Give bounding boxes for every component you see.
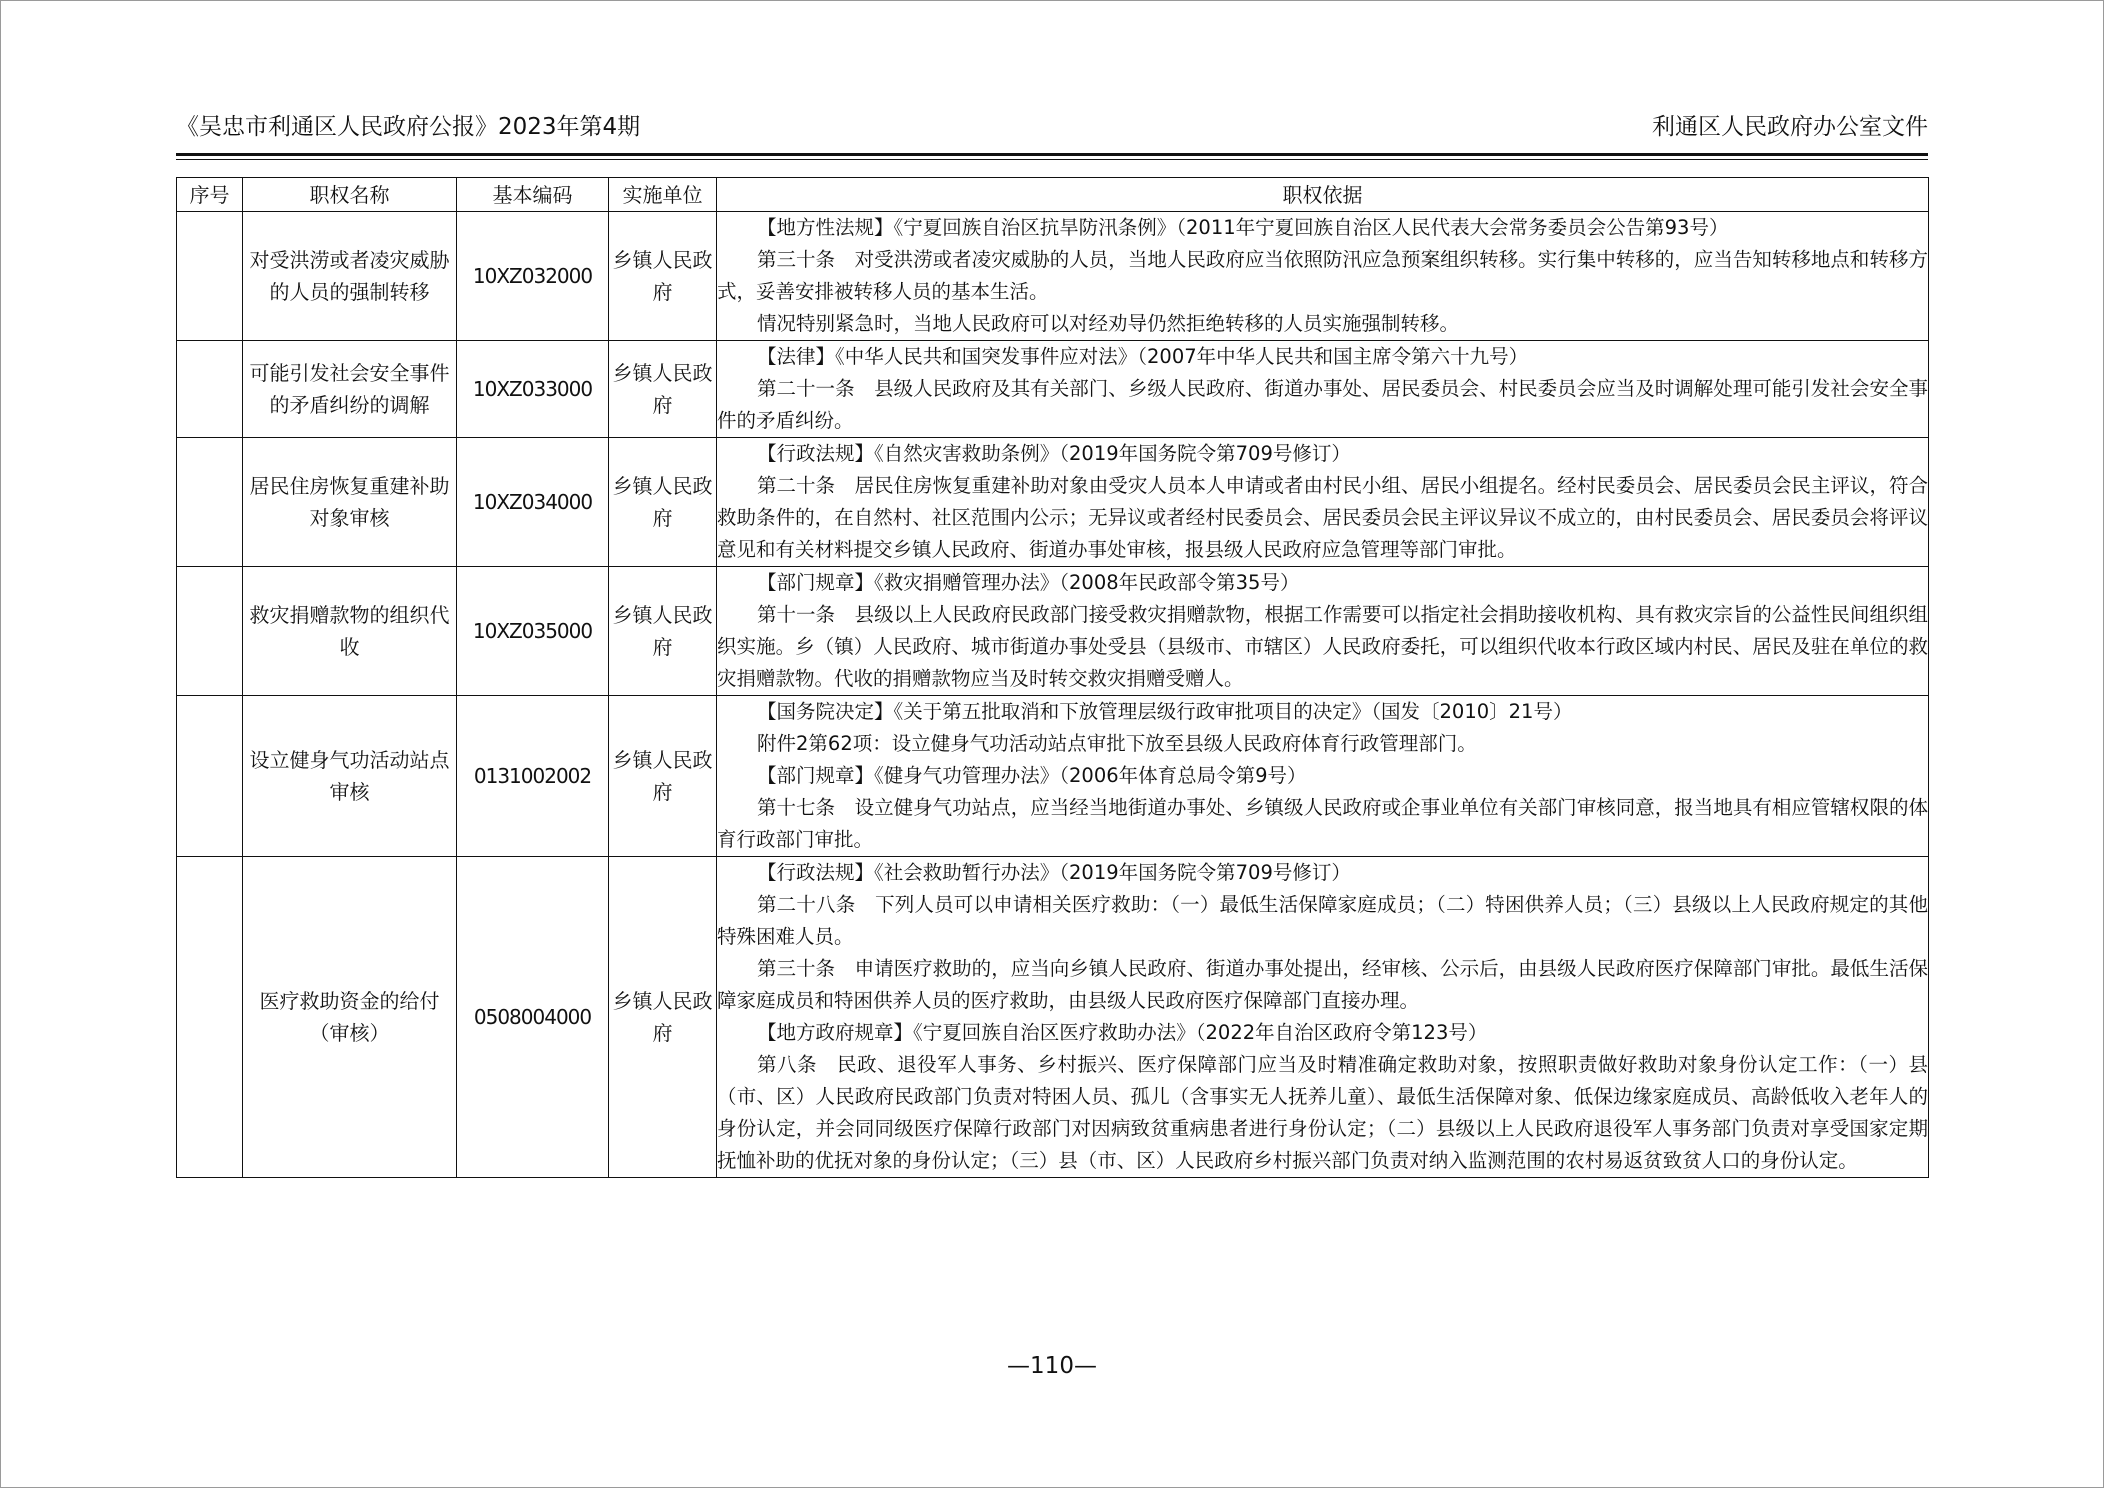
row-code: 0131002002 [457,696,609,857]
basis-paragraph: 第十七条 设立健身气功站点，应当经当地街道办事处、乡镇级人民政府或企事业单位有关部门审核同意，报当地具有相应管辖权限的体育行政部门审批。 [717,796,1928,851]
table-row [177,567,1929,696]
header-rule-thick [176,153,1928,156]
col-header-seq: 序号 [177,178,243,212]
col-header-name: 职权名称 [243,178,457,212]
page-number: —110— [1007,1353,1097,1379]
col-header-code: 基本编码 [457,178,609,212]
basis-paragraph: 第二十条 居民住房恢复重建补助对象由受灾人员本人申请或者由村民小组、居民小组提名。经村民委员会、居民委员会民主评议，符合救助条件的，在自然村、社区范围内公示；无异议或者经村民委员会、居民委员会民主评议异议不成立的，由村民委员会、居民委员会将评议意见和有关材料提交乡镇人民政府、街道办事处审核，报县级人民政府应急管理等部门审批。 [717,474,1928,561]
row-seq [177,857,243,1178]
basis-paragraph: 第二十八条 下列人员可以申请相关医疗救助：（一）最低生活保障家庭成员；（二）特困供养人员；（三）县级以上人民政府规定的其他特殊困难人员。 [717,893,1928,948]
row-basis [717,341,1929,438]
row-basis [717,212,1929,341]
table-row [177,212,1929,341]
basis-paragraph: 【行政法规】《社会救助暂行办法》（2019年国务院令第709号修订） [757,861,1351,884]
row-seq [177,567,243,696]
table-header-row [177,178,1929,212]
row-unit: 乡镇人民政府 [609,857,717,1178]
row-seq [177,212,243,341]
office-document-label: 利通区人民政府办公室文件 [1652,114,1928,140]
bulletin-title: 《吴忠市利通区人民政府公报》2023年第4期 [176,114,641,140]
col-header-unit: 实施单位 [609,178,717,212]
powers-table [176,177,1929,1178]
row-code: 10XZ033000 [457,341,609,438]
row-unit: 乡镇人民政府 [609,438,717,567]
basis-paragraph: 第二十一条 县级人民政府及其有关部门、乡级人民政府、街道办事处、居民委员会、村民委员会应当及时调解处理可能引发社会安全事件的矛盾纠纷。 [717,377,1928,432]
header-rule-thin [176,159,1928,160]
col-header-basis: 职权依据 [717,178,1929,212]
basis-paragraph: 第三十条 申请医疗救助的，应当向乡镇人民政府、街道办事处提出，经审核、公示后，由县级人民政府医疗保障部门审批。最低生活保障家庭成员和特困供养人员的医疗救助，由县级人民政府医疗保障部门直接办理。 [717,957,1928,1012]
row-basis [717,696,1929,857]
row-power-name: 医疗救助资金的给付（审核） [243,857,457,1178]
table-row [177,696,1929,857]
row-code: 10XZ035000 [457,567,609,696]
table-row [177,341,1929,438]
row-basis [717,438,1929,567]
row-code: 10XZ032000 [457,212,609,341]
row-basis [717,567,1929,696]
row-unit: 乡镇人民政府 [609,567,717,696]
row-code: 10XZ034000 [457,438,609,567]
row-seq [177,696,243,857]
row-power-name: 救灾捐赠款物的组织代收 [243,567,457,696]
row-unit: 乡镇人民政府 [609,696,717,857]
basis-paragraph: 第十一条 县级以上人民政府民政部门接受救灾捐赠款物，根据工作需要可以指定社会捐助接收机构、具有救灾宗旨的公益性民间组织组织实施。乡（镇）人民政府、城市街道办事处受县（县级市、市辖区）人民政府委托，可以组织代收本行政区域内村民、居民及驻在单位的救灾捐赠款物。代收的捐赠款物应当及时转交救灾捐赠受赠人。 [717,603,1928,690]
basis-paragraph: 第八条 民政、退役军人事务、乡村振兴、医疗保障部门应当及时精准确定救助对象，按照职责做好救助对象身份认定工作：（一）县（市、区）人民政府民政部门负责对特困人员、孤儿（含事实无人抚养儿童）、最低生活保障对象、低保边缘家庭成员、高龄低收入老年人的身份认定，并会同同级医疗保障行政部门对因病致贫重病患者进行身份认定；（二）县级以上人民政府退役军人事务部门负责对享受国家定期抚恤补助的优抚对象的身份认定；（三）县（市、区）人民政府乡村振兴部门负责对纳入监测范围的农村易返贫致贫人口的身份认定。 [717,1053,1928,1172]
basis-paragraph: 【地方性法规】《宁夏回族自治区抗旱防汛条例》（2011年宁夏回族自治区人民代表大会常务委员会公告第93号） [757,216,1729,239]
row-unit: 乡镇人民政府 [609,212,717,341]
basis-paragraph: 【部门规章】《健身气功管理办法》（2006年体育总局令第9号） [757,764,1307,787]
table-row [177,438,1929,567]
basis-paragraph: 【部门规章】《救灾捐赠管理办法》（2008年民政部令第35号） [757,571,1300,594]
row-power-name: 可能引发社会安全事件的矛盾纠纷的调解 [243,341,457,438]
row-power-name: 居民住房恢复重建补助对象审核 [243,438,457,567]
row-seq [177,438,243,567]
basis-paragraph: 附件2第62项：设立健身气功活动站点审批下放至县级人民政府体育行政管理部门。 [757,732,1477,755]
page-header [176,110,1928,146]
basis-paragraph: 【国务院决定】《关于第五批取消和下放管理层级行政审批项目的决定》（国发〔2010〕21号） [757,700,1573,723]
row-unit: 乡镇人民政府 [609,341,717,438]
basis-paragraph: 情况特别紧急时，当地人民政府可以对经劝导仍然拒绝转移的人员实施强制转移。 [757,312,1460,335]
basis-paragraph: 【行政法规】《自然灾害救助条例》（2019年国务院令第709号修订） [757,442,1351,465]
basis-paragraph: 第三十条 对受洪涝或者凌灾威胁的人员，当地人民政府应当依照防汛应急预案组织转移。实行集中转移的，应当告知转移地点和转移方式，妥善安排被转移人员的基本生活。 [717,248,1928,303]
row-power-name: 设立健身气功活动站点审核 [243,696,457,857]
row-seq [177,341,243,438]
row-code: 0508004000 [457,857,609,1178]
row-power-name: 对受洪涝或者凌灾威胁的人员的强制转移 [243,212,457,341]
basis-paragraph: 【地方政府规章】《宁夏回族自治区医疗救助办法》（2022年自治区政府令第123号） [757,1021,1488,1044]
basis-paragraph: 【法律】《中华人民共和国突发事件应对法》（2007年中华人民共和国主席令第六十九号） [757,345,1529,368]
row-basis [717,857,1929,1178]
table-row [177,857,1929,1178]
